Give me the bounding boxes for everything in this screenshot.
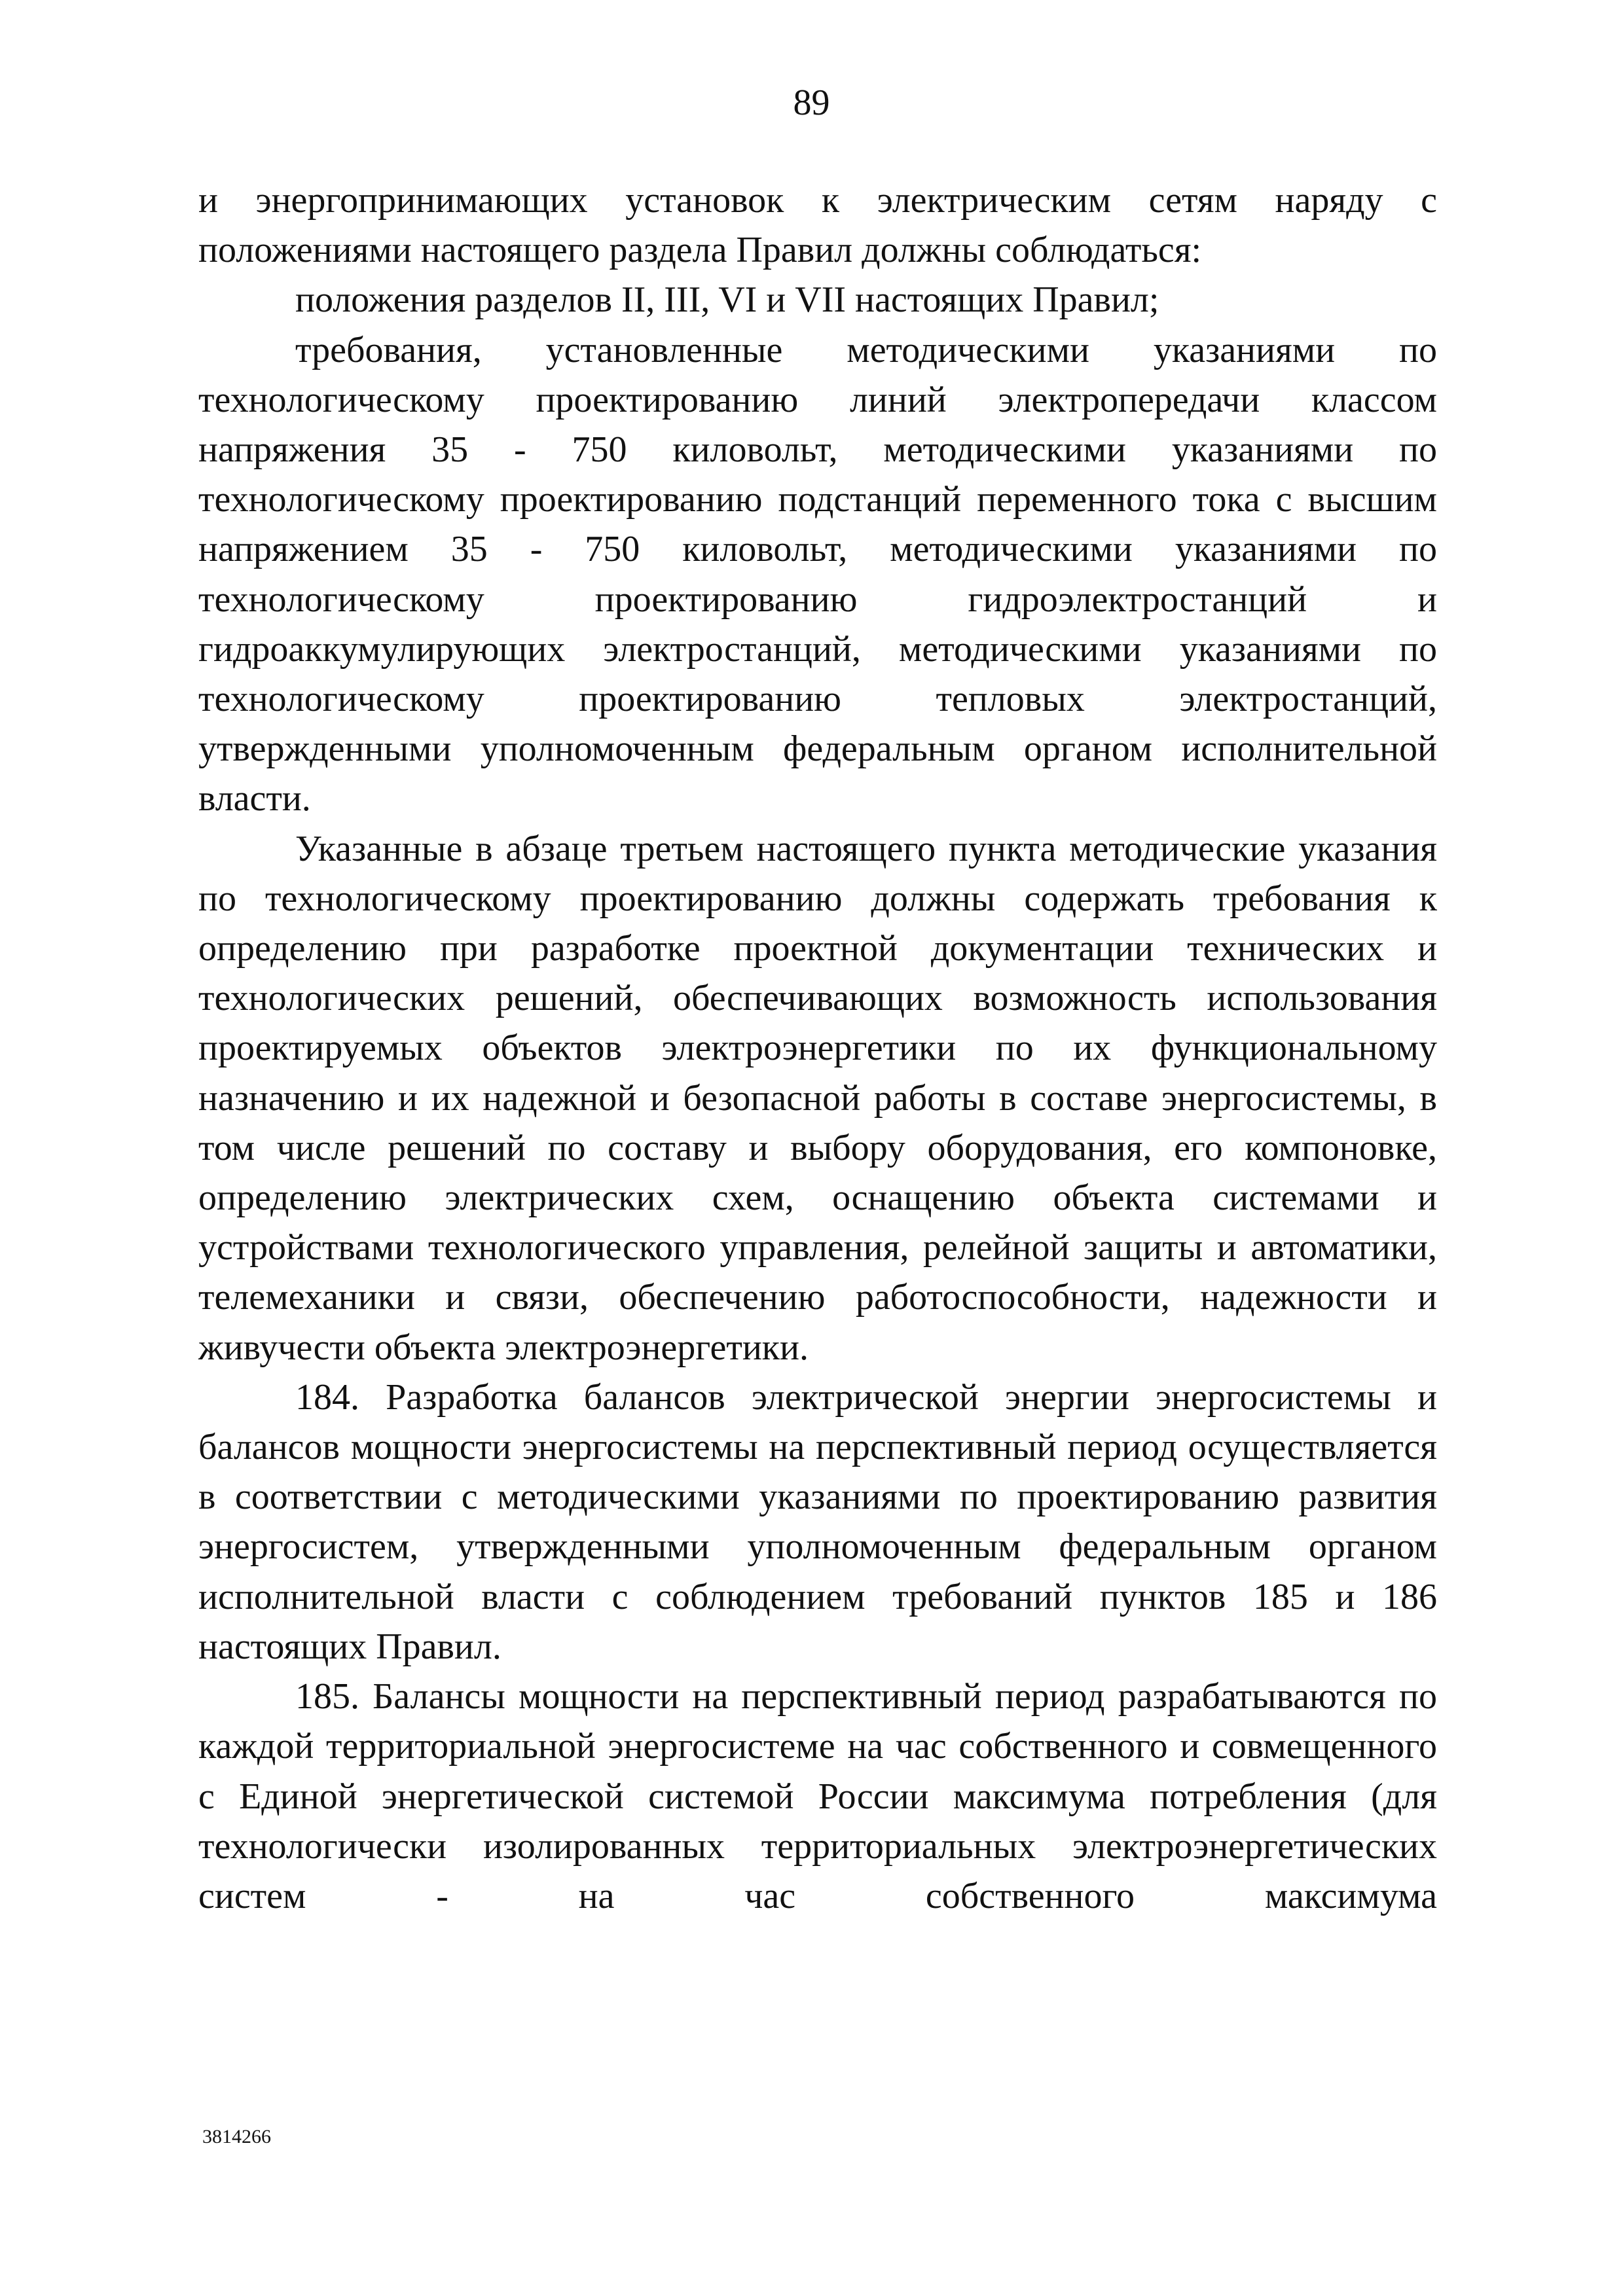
document-code: 3814266 (202, 2126, 271, 2147)
paragraph-guidelines: Указанные в абзаце третьем настоящего пункта методические указания по технологическому проектированию должны содержать требования к определению при разработке проектной документации технических и технологических решений, обеспечивающих возможность использования проектируемых объектов электроэнергетики по их функциональному назначению и их надежной и безопасной работы в составе энергосистемы, в том числе решений по составу и выбору оборудования, его компоновке, определению электрических схем, оснащению объекта системами и устройствами технологического управления, релейной защиты и автоматики, телемеханики и связи, обеспечению работоспособности, надежности и живучести объекта электроэнергетики. (198, 828, 1437, 1368)
paragraph-requirements: требования, установленные методическими указаниями по технологическому проектированию линий электропередачи классом напряжения 35 - 750 киловольт, методическими указаниями по технологическому проектированию подстанций переменного тока с высшим напряжением 35 - 750 киловольт, методическими указаниями по технологическому проектированию гидроэлектростанций и гидроаккумулирующих электростанций, методическими указаниями по технологическому проектированию тепловых электростанций, утвержденными уполномоченным федеральным органом исполнительной власти. (198, 329, 1437, 819)
page-number: 89 (793, 82, 830, 123)
paragraph-continuation: и энергопринимающих установок к электрическим сетям наряду с положениями настоящего раздела Правил должны соблюдаться: (198, 180, 1437, 271)
document-body (198, 175, 1437, 1921)
paragraph-185: 185. Балансы мощности на перспективный период разрабатываются по каждой территориальной энергосистеме на час собственного и совмещенного с Единой энергетической системой России максимума потребления (для технологически изолированных территориальных электроэнергетических систем - на час собственного максимума (198, 1676, 1437, 1916)
paragraph-184: 184. Разработка балансов электрической энергии энергосистемы и балансов мощности энергосистемы на перспективный период осуществляется в соответствии с методическими указаниями по проектированию развития энергосистем, утвержденными уполномоченным федеральным органом исполнительной власти с соблюдением требований пунктов 185 и 186 настоящих Правил. (198, 1376, 1437, 1667)
paragraph-sections-list: положения разделов II, III, VI и VII настоящих Правил; (295, 279, 1159, 321)
